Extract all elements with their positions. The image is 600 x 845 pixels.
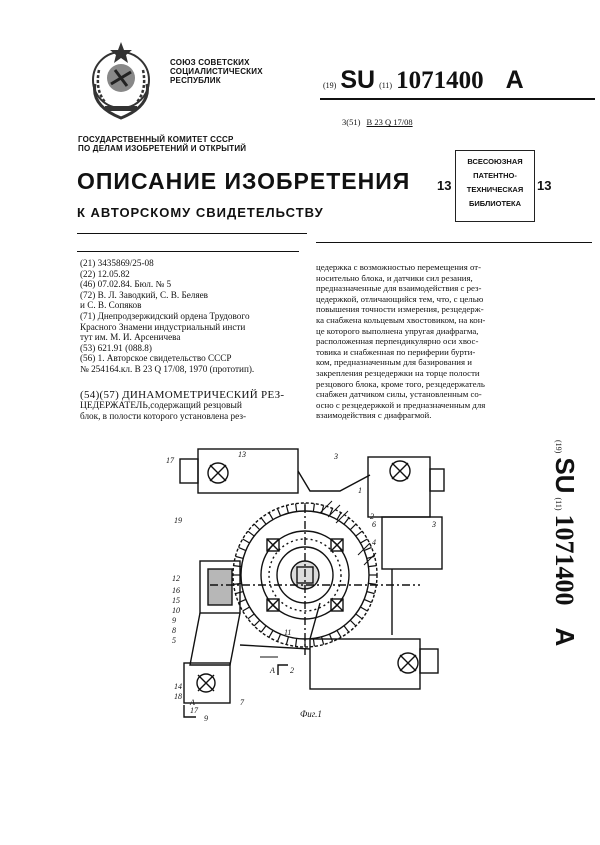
gear-tooth: [350, 620, 356, 626]
gear-tooth: [356, 531, 362, 536]
code-19: (19): [323, 81, 337, 90]
gear-tooth: [368, 583, 376, 584]
patent-number: 1071400: [396, 67, 484, 94]
claim-line: носительно блока, и датчики сил резания,: [316, 272, 473, 283]
biblio-53: (53) 621.91 (088.8): [80, 342, 152, 353]
gear-tooth: [356, 614, 362, 619]
code-11: (11): [379, 81, 393, 90]
claim-title-1: (54)(57) ДИНАМОМЕТРИЧЕСКИЙ РЕЗ-: [80, 389, 285, 401]
label-2b: 2: [290, 666, 294, 675]
claim-line: цедержка с возможностью перемещения от-: [316, 262, 482, 272]
side-code-11: (11): [554, 497, 563, 511]
biblio-56-cont: № 254164.кл. В 23 Q 17/08, 1970 (прототип).: [80, 363, 255, 374]
gear-tooth: [344, 626, 349, 632]
claim-left-3: блок, в полости которого установлена рез-: [80, 411, 247, 422]
gear-tooth: [243, 607, 250, 611]
gear-tooth: [296, 504, 297, 512]
stamp-right-number: 13: [537, 178, 552, 193]
gear-tooth: [329, 508, 332, 515]
gear-tooth: [322, 637, 324, 645]
label-18: 18: [174, 692, 182, 701]
label-16: 16: [172, 586, 180, 595]
label-11: 11: [284, 628, 292, 637]
committee-line-2: ПО ДЕЛАМ ИЗОБРЕТЕНИЙ И ОТКРЫТИЙ: [78, 144, 247, 153]
claim-line: товика и снабженная по периферии бурти-: [316, 346, 476, 357]
label-1: 1: [358, 486, 362, 495]
biblio-22: (22) 12.05.82: [80, 268, 130, 279]
gear-tooth: [277, 508, 280, 515]
claim-line: закрепления резцедержки на торце полости: [316, 367, 480, 378]
side-number: 1071400: [550, 514, 579, 606]
stamp-line-4: БИБЛИОТЕКА: [468, 199, 522, 208]
gear-tooth: [286, 505, 288, 513]
label-17: 17: [166, 456, 174, 465]
label-7: 7: [240, 698, 244, 707]
document-title: ОПИСАНИЕ ИЗОБРЕТЕНИЯ: [77, 168, 411, 194]
biblio-71: (71) Днепродзержидский ордена Трудового: [80, 310, 250, 321]
title-rule: [77, 233, 307, 234]
label-a-right: A: [270, 666, 275, 675]
label-14: 14: [174, 682, 182, 691]
gear-tooth: [367, 592, 375, 594]
claim-line: взаимодействия с диафрагмой.: [316, 410, 432, 421]
label-5: 5: [172, 636, 176, 645]
gear-tooth: [364, 599, 371, 602]
header-rule: [320, 98, 595, 100]
gear-tooth: [261, 626, 266, 632]
gear-tooth: [360, 539, 367, 543]
gear-tooth: [254, 620, 260, 626]
gear-tooth: [235, 556, 243, 558]
side-patent-number: [549, 440, 580, 646]
gear-tooth: [248, 614, 254, 619]
gear-tooth: [350, 524, 356, 530]
gear-tooth: [360, 607, 367, 611]
gear-tooth: [344, 518, 349, 524]
gear-tooth: [286, 637, 288, 645]
gear-tooth: [313, 504, 314, 512]
gear-tooth: [261, 518, 266, 524]
label-9: 9: [172, 616, 176, 625]
claim-title-2: ЦЕДЕРЖАТЕЛЬ,содержащий резцовый: [80, 400, 242, 411]
side-code-19: (19): [554, 440, 563, 454]
su-label: SU: [340, 66, 376, 94]
biblio-21: (21) 3435869/25-08: [80, 258, 154, 268]
label-2: 2: [370, 512, 374, 521]
label-9b: 9: [204, 714, 208, 723]
label-a-left: A: [190, 698, 195, 707]
ipc-code: 3(51): [342, 117, 361, 127]
figure-caption: Фиг.1: [300, 709, 322, 719]
title-rule-3: [316, 242, 592, 243]
claim-line: резцового блока, кроме того, резцедержатель: [316, 378, 485, 389]
biblio-56: (56) 1. Авторское свидетельство СССР: [80, 353, 232, 364]
gear-tooth: [329, 634, 332, 641]
label-3: 3: [334, 452, 338, 461]
claim-line: предназначенные для взаимодействия с рез-: [316, 283, 482, 294]
gear-tooth: [269, 513, 273, 520]
label-15: 15: [172, 596, 180, 605]
biblio-71-cont2: тут им. М. И. Арсеничева: [80, 332, 181, 343]
claim-line: расположенная перпендикулярно оси хвос-: [316, 336, 479, 347]
claim-line: цедержкой, отличающийся тем, что, с целью: [316, 293, 484, 304]
library-stamp: [455, 150, 535, 222]
label-19: 19: [174, 516, 182, 525]
gear-tooth: [243, 539, 250, 543]
side-kind: A: [550, 627, 580, 647]
label-3b: 3: [432, 520, 436, 529]
claim-line: ком, предназначенным для базирования и: [316, 357, 472, 368]
gear-tooth: [337, 630, 341, 637]
committee-line-1: ГОСУДАРСТВЕННЫЙ КОМИТЕТ СССР: [78, 135, 234, 144]
label-10: 10: [172, 606, 180, 615]
label-17b: 17: [190, 706, 198, 715]
claim-line: ка снабжена кольцевым хвостовиком, на кон-: [316, 314, 486, 325]
label-13: 13: [238, 450, 246, 459]
gear-tooth: [248, 531, 254, 536]
biblio-46: (46) 07.02.84. Бюл. № 5: [80, 279, 172, 290]
biblio-72: (72) В. Л. Заводкий, С. В. Беляев: [80, 289, 209, 300]
ussr-emblem-icon: [85, 40, 157, 122]
stamp-left-number: 13: [437, 178, 452, 193]
claim-line: снабжен датчиком силы, установленным со-: [316, 389, 482, 400]
label-6: 6: [372, 520, 376, 529]
title-rule-2: [77, 251, 299, 252]
gear-tooth: [269, 630, 273, 637]
gear-tooth: [238, 547, 245, 550]
stamp-line-3: ТЕХНИЧЕСКАЯ: [466, 185, 524, 194]
biblio-71-cont1: Красного Знамени индустриальный инсти: [80, 321, 246, 332]
claim-line: повышения точности измерения, резцедерж-: [316, 304, 484, 315]
org-line-3: РЕСПУБЛИК: [170, 76, 221, 85]
stamp-line-1: ВСЕСОЮЗНАЯ: [467, 157, 523, 166]
label-8: 8: [172, 626, 176, 635]
document-subtitle: К АВТОРСКОМУ СВИДЕТЕЛЬСТВУ: [77, 205, 324, 220]
ipc-class: B 23 Q 17/08: [366, 117, 413, 127]
patent-kind: A: [505, 66, 524, 94]
claim-line: осно с резцедержкой и предназначенным для: [316, 399, 486, 410]
gear-tooth: [296, 638, 297, 646]
org-line-2: СОЦИАЛИСТИЧЕСКИХ: [170, 67, 263, 76]
label-4: 4: [372, 538, 376, 547]
gear-tooth: [277, 634, 280, 641]
stamp-line-2: ПАТЕНТНО-: [473, 171, 517, 180]
technical-drawing: [160, 435, 450, 725]
org-line-1: СОЮЗ СОВЕТСКИХ: [170, 58, 250, 67]
gear-tooth: [254, 524, 260, 530]
biblio-72-cont: и С. В. Сопяков: [80, 300, 142, 311]
side-su: SU: [550, 457, 580, 494]
claim-line: це которого выполнена упругая диафрагма,: [316, 325, 479, 336]
label-12: 12: [172, 574, 180, 583]
gear-tooth: [368, 566, 376, 567]
